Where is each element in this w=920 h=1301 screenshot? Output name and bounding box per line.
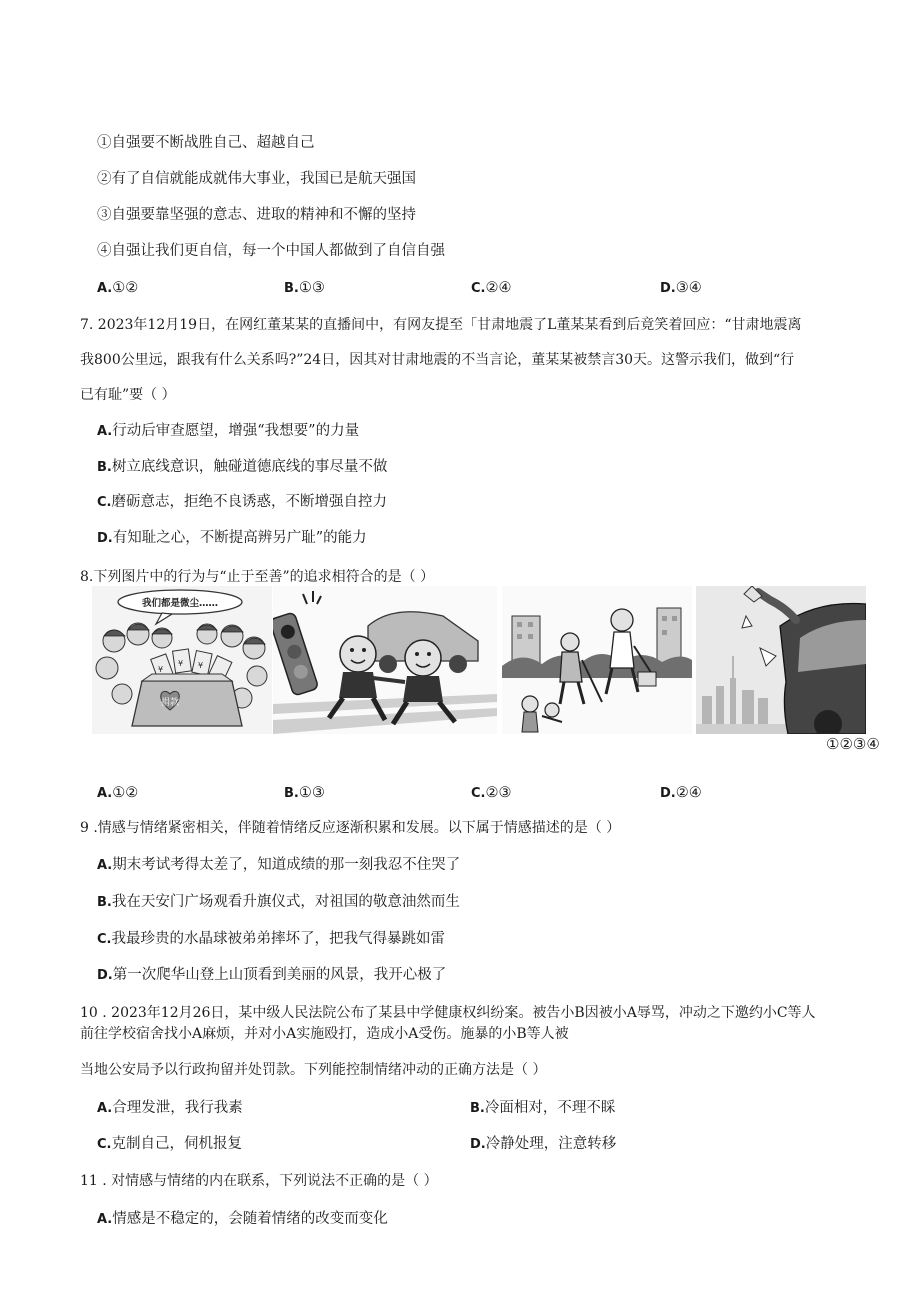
option-text: ①③ [298,785,325,801]
option-text: 合理发泄，我行我素 [112,1100,243,1116]
option-label: C. [97,1137,112,1152]
svg-text:¥: ¥ [198,661,204,670]
option-text: ②④ [485,280,512,296]
q7-stem-line-1: 7. 2023年12月19日，在网红董某某的直播间中，有网友提至「甘肃地震了L董某某看到后竟笑着回应：“甘肃地震离 [80,317,802,333]
q8-option-a[interactable] [97,783,138,804]
q10-option-d[interactable] [470,1134,616,1155]
q9-option-c[interactable] [97,929,445,950]
q8-option-c[interactable] [471,783,511,804]
option-text: 我最珍贵的水晶球被弟弟摔坏了，把我气得暴跳如雷 [111,931,445,947]
option-label: D. [97,968,113,983]
option-label: C. [97,495,112,510]
q9-stem: 9 .情感与情绪紧密相关，伴随着情绪反应逐渐积累和发展。以下属于情感描述的是（ ） [80,820,621,836]
q6-statement-1: ①自强要不断战胜自己、超越自己 [97,135,315,151]
q8-option-b[interactable] [284,783,325,804]
option-label: A. [97,786,113,801]
q10-stem-line-2: 前往学校宿舍找小A麻烦，并对小A实施殴打，造成小A受伤。施暴的小B等人被 [80,1026,569,1042]
q9-option-b[interactable] [97,892,460,913]
q10-option-b[interactable] [470,1098,615,1119]
option-label: A. [97,858,113,873]
q6-statement-2: ②有了自信就能成就伟大事业，我国已是航天强国 [97,171,416,187]
option-text: 冷静处理，注意转移 [485,1136,617,1152]
option-label: A. [97,424,113,439]
q7-stem-line-2: 我800公里远，跟我有什么关系吗?”24日，因其对甘肃地震的不当言论，董某某被禁言30天。这警示我们，做到“行 [80,352,795,368]
option-label: D. [97,531,113,546]
q10-stem-line-3: 当地公安局予以行政拘留并处罚款。下列能控制情绪冲动的正确方法是（ ） [80,1062,547,1078]
q7-stem-line-3: 已有耻”要（ ） [80,387,176,403]
q10-option-c[interactable] [97,1134,242,1155]
q9-option-d[interactable] [97,965,446,986]
option-text: 第一次爬华山登上山顶看到美丽的风景，我开心极了 [112,967,447,983]
option-label: B. [97,895,112,910]
q8-picture-4 [696,586,866,734]
option-label: B. [470,1101,485,1116]
option-label: C. [97,932,112,947]
option-label: C. [471,281,486,296]
option-text: ②③ [485,785,512,801]
option-label: C. [471,786,486,801]
option-text: 有知耻之心，不断提高辨另广耻”的能力 [112,530,367,546]
q8-stem: 8.下列图片中的行为与“止于至善”的追求相符合的是（ ） [80,569,435,585]
cleaning-cartoon-icon [502,586,692,734]
q8-picture-3 [502,586,692,734]
svg-text:¥: ¥ [178,659,184,668]
option-text: ①② [112,785,139,801]
donation-cartoon-icon [92,586,272,734]
option-text: 冷面相对，不理不睬 [484,1100,616,1116]
picture1-box-label: 捐款 [160,698,180,708]
option-text: 期末考试考得太差了，知道成绩的那一刻我忍不住哭了 [112,857,461,873]
q6-statement-3: ③自强要靠坚强的意志、进取的精神和不懈的坚持 [97,207,416,223]
svg-text:¥: ¥ [158,665,164,674]
q6-option-c[interactable] [471,278,511,299]
q6-option-d[interactable] [660,278,702,299]
option-label: B. [284,281,299,296]
option-text: 情感是不稳定的，会随着情绪的改变而变化 [112,1211,388,1227]
option-text: 行动后审查愿望，增强“我想要”的力量 [112,423,360,439]
option-text: ②④ [675,785,702,801]
q8-picture-numbers: ①②③④ [826,735,880,753]
q10-option-a[interactable] [97,1098,243,1119]
q11-stem: 11 . 对情感与情绪的内在联系，下列说法不正确的是（ ） [80,1173,438,1189]
option-label: D. [660,786,676,801]
option-text: ①② [112,280,139,296]
picture1-caption: 我们都是微尘…… [141,598,219,609]
littering-car-icon [696,586,866,734]
q9-option-a[interactable] [97,855,460,876]
q7-option-c[interactable] [97,492,387,513]
option-text: 克制自己，伺机报复 [111,1136,242,1152]
option-text: 我在天安门广场观看升旗仪式，对祖国的敬意油然而生 [111,894,460,910]
option-label: A. [97,1101,113,1116]
option-label: B. [97,460,112,475]
q6-option-a[interactable] [97,278,138,299]
option-label: D. [470,1137,486,1152]
q8-picture-strip [92,586,870,736]
option-label: A. [97,281,113,296]
option-label: D. [660,281,676,296]
option-label: B. [284,786,299,801]
q8-option-d[interactable] [660,783,702,804]
crosswalk-cartoon-icon [273,586,497,734]
q8-picture-1 [92,586,272,734]
q7-option-b[interactable] [97,457,387,478]
option-text: 树立底线意识，触碰道德底线的事尽量不做 [111,459,388,475]
q8-picture-2 [273,586,497,734]
option-label: A. [97,1212,113,1227]
q6-statement-4: ④自强让我们更自信，每一个中国人都做到了自信自强 [97,243,445,259]
q10-stem-line-1: 10 . 2023年12月26日，某中级人民法院公布了某县中学健康权纠纷案。被告小B因被小A辱骂，冲动之下邀约小C等人 [80,1005,816,1021]
option-text: ③④ [675,280,702,296]
option-text: 磨砺意志，拒绝不良诱惑，不断增强自控力 [111,494,387,510]
option-text: ①③ [298,280,325,296]
q6-option-b[interactable] [284,278,325,299]
q7-option-a[interactable] [97,421,359,442]
q7-option-d[interactable] [97,528,367,549]
q11-option-a[interactable] [97,1209,388,1230]
